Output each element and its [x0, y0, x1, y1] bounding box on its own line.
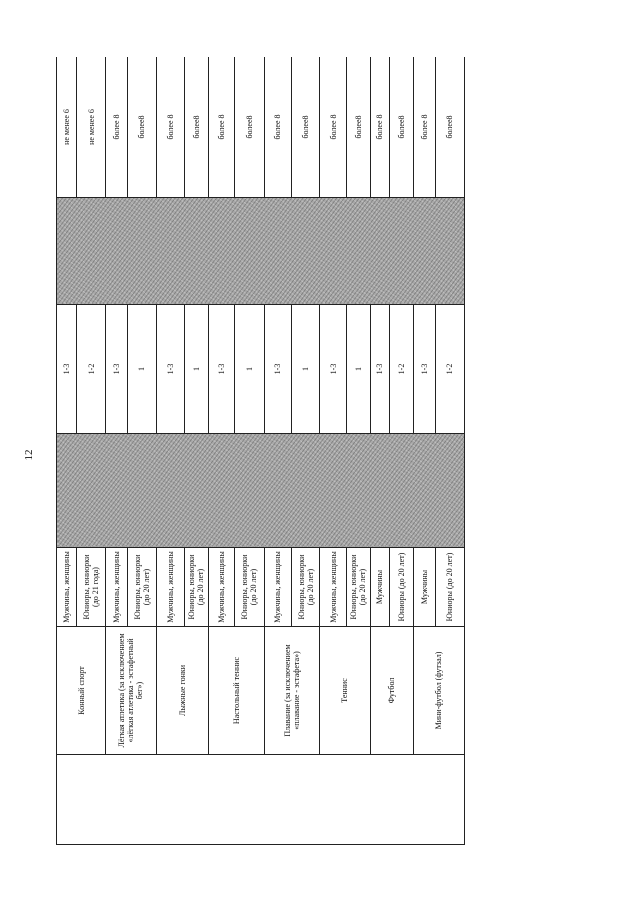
sport-name-cell: Лёгкая атлетика (за исключением «лёгкая атлетика - эстафетный бег»)	[106, 627, 156, 755]
table-body	[57, 57, 465, 845]
places-cell: 1-3	[57, 305, 77, 434]
participant-group-cell: Юниоры, юниорки (до 20 лет)	[128, 548, 156, 627]
participant-group-cell: Мужчины, женщины	[320, 548, 347, 627]
participant-group-cell: Юниоры, юниорки (до 20 лет)	[291, 548, 319, 627]
participant-group-cell: Мужчины, женщины	[209, 548, 235, 627]
participant-group-cell: Мужчины, женщины	[57, 548, 77, 627]
participant-count-cell: более 8	[156, 57, 184, 198]
places-cell: 1	[128, 305, 156, 434]
places-cell: 1-3	[413, 305, 435, 434]
results-table-frame	[56, 57, 465, 845]
places-cell: 1-2	[76, 305, 105, 434]
participant-group-cell: Мужчины, женщины	[156, 548, 184, 627]
participant-count-cell: более 8	[370, 57, 390, 198]
places-cell: 1	[235, 305, 264, 434]
participant-count-cell: более8	[435, 57, 464, 198]
sport-name-cell: Конный спорт	[57, 627, 106, 755]
results-table	[56, 57, 465, 845]
places-cell: 1-3	[106, 305, 128, 434]
places-cell: 1	[184, 305, 208, 434]
participant-group-cell: Мужчины, женщины	[106, 548, 128, 627]
participant-count-cell: более8	[128, 57, 156, 198]
participant-count-cell: более8	[347, 57, 370, 198]
participant-group-cell: Юниоры (до 20 лет)	[390, 548, 413, 627]
participant-count-cell: более 8	[413, 57, 435, 198]
participant-group-cell: Мужчины	[413, 548, 435, 627]
participant-group-cell: Юниоры, юниорки (до 20 лет)	[184, 548, 208, 627]
results-table-rotated	[56, 57, 465, 845]
participant-group-cell: Мужчины, женщины	[264, 548, 291, 627]
sport-name-cell: Лыжные гонки	[156, 627, 208, 755]
sport-name-cell: Мини-футбол (футзал)	[413, 627, 465, 755]
participant-count-cell: более8	[291, 57, 319, 198]
participant-count-cell: более8	[184, 57, 208, 198]
places-cell: 1-3	[370, 305, 390, 434]
sport-name-cell: Теннис	[320, 627, 370, 755]
participant-count-cell: более 8	[264, 57, 291, 198]
sport-name-cell: Футбол	[370, 627, 413, 755]
shaded-column-cell	[57, 434, 465, 548]
participant-group-cell: Юниоры (до 20 лет)	[435, 548, 464, 627]
table-row	[57, 57, 77, 845]
places-cell: 1-3	[320, 305, 347, 434]
participant-count-cell: более8	[235, 57, 264, 198]
participant-count-cell: более 8	[320, 57, 347, 198]
participant-group-cell: Юниоры, юниорки (до 20 лет)	[235, 548, 264, 627]
participant-count-cell: более 8	[209, 57, 235, 198]
places-cell: 1-3	[209, 305, 235, 434]
places-cell: 1	[347, 305, 370, 434]
participant-count-cell: более8	[390, 57, 413, 198]
places-cell: 1-3	[264, 305, 291, 434]
participant-count-cell: не менее 6	[57, 57, 77, 198]
sport-name-cell: Плавание (за исключением «плавание - эстафета»)	[264, 627, 320, 755]
places-cell: 1-3	[156, 305, 184, 434]
shaded-column-cell	[57, 198, 465, 305]
page-number: 12	[23, 449, 35, 461]
participant-group-cell: Юниоры, юниорки (до 20 лет)	[347, 548, 370, 627]
places-cell: 1-2	[435, 305, 464, 434]
sport-name-cell: Настольный теннис	[209, 627, 265, 755]
places-cell: 1-2	[390, 305, 413, 434]
participant-count-cell: более 8	[106, 57, 128, 198]
places-cell: 1	[291, 305, 319, 434]
participant-group-cell: Мужчины	[370, 548, 390, 627]
participant-count-cell: не менее 6	[76, 57, 105, 198]
participant-group-cell: Юниоры, юниорки (до 21 года)	[76, 548, 105, 627]
empty-column-cell	[57, 755, 465, 845]
